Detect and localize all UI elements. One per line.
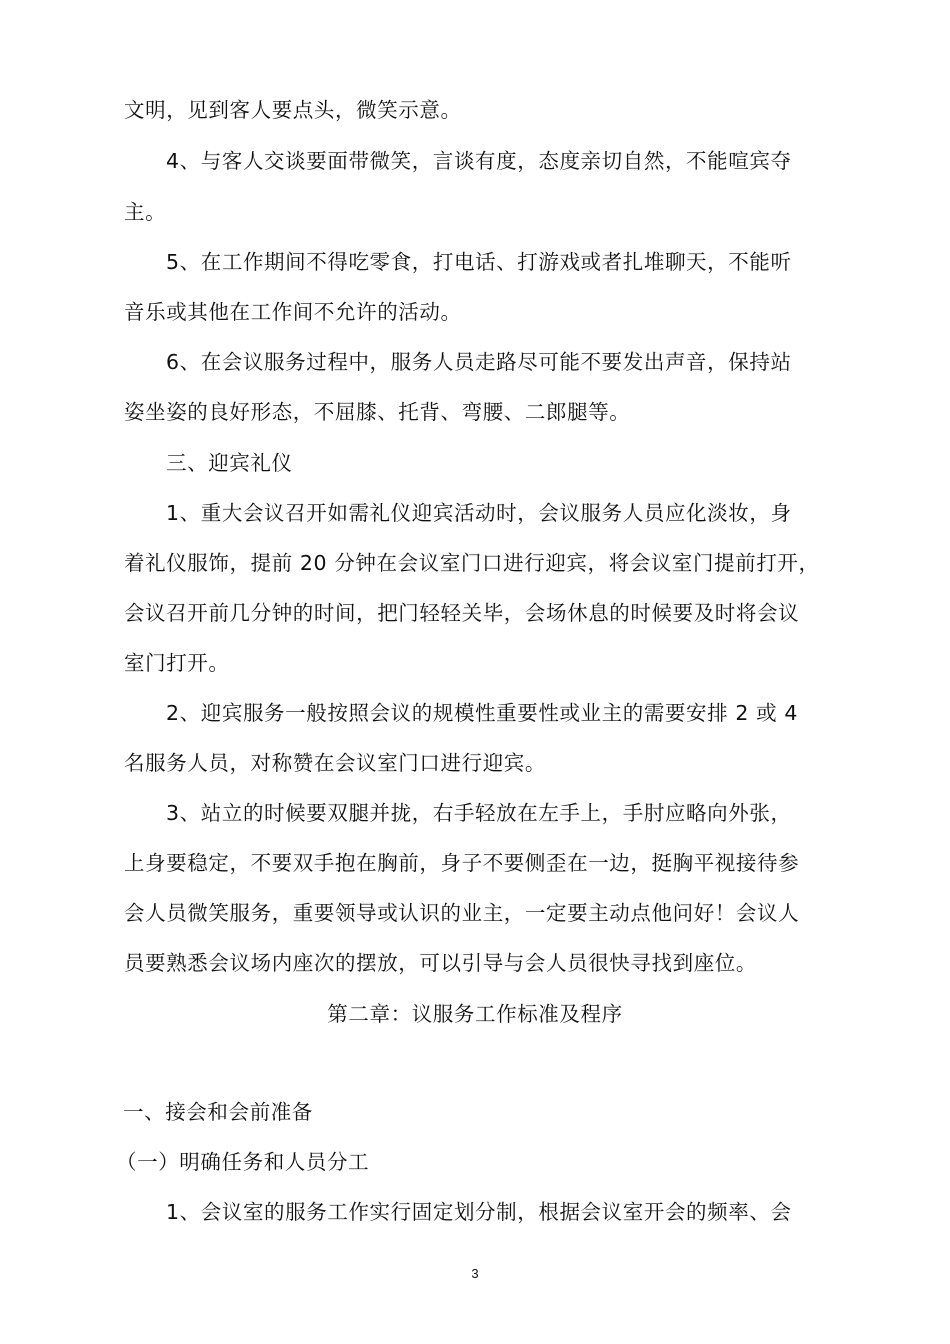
- paragraph-line: 名服务人员，对称赞在会议室门口进行迎宾。: [124, 751, 546, 775]
- paragraph-line: 文明，见到客人要点头，微笑示意。: [124, 98, 462, 122]
- subsection-heading: （一）明确任务和人员分工: [116, 1150, 370, 1174]
- paragraph-line: 1、会议室的服务工作实行固定划分制，根据会议室开会的频率、会: [166, 1200, 792, 1224]
- paragraph-line: 着礼仪服饰，提前 20 分钟在会议室门口进行迎宾，将会议室门提前打开，: [124, 551, 820, 575]
- paragraph-line: 1、重大会议召开如需礼仪迎宾活动时，会议服务人员应化淡妆，身: [166, 501, 792, 525]
- paragraph-line: 会议召开前几分钟的时间，把门轻轻关毕，会场休息的时候要及时将会议: [124, 601, 800, 625]
- paragraph-line: 室门打开。: [124, 651, 230, 675]
- paragraph-line: 音乐或其他在工作间不允许的活动。: [124, 300, 462, 324]
- paragraph-line: 2、迎宾服务一般按照会议的规模性重要性或业主的需要安排 2 或 4: [166, 701, 798, 725]
- paragraph-line: 姿坐姿的良好形态，不屈膝、托背、弯腰、二郎腿等。: [124, 400, 631, 424]
- paragraph-line: 会人员微笑服务，重要领导或认识的业主，一定要主动点他问好！会议人: [124, 901, 800, 925]
- paragraph-line: 4、与客人交谈要面带微笑，言谈有度，态度亲切自然，不能喧宾夺: [166, 149, 792, 173]
- paragraph-line: 5、在工作期间不得吃零食，打电话、打游戏或者扎堆聊天，不能听: [166, 250, 792, 274]
- chapter-title: 第二章：议服务工作标准及程序: [327, 1002, 623, 1026]
- paragraph-line: 员要熟悉会议场内座次的摆放，可以引导与会人员很快寻找到座位。: [124, 951, 757, 975]
- paragraph-line: 6、在会议服务过程中，服务人员走路尽可能不要发出声音，保持站: [166, 350, 792, 374]
- paragraph-line: 3、站立的时候要双腿并拢，右手轻放在左手上，手肘应略向外张，: [166, 801, 792, 825]
- section-heading: 三、迎宾礼仪: [166, 451, 293, 475]
- paragraph-line: 主。: [124, 200, 167, 224]
- paragraph-line: 上身要稳定，不要双手抱在胸前，身子不要侧歪在一边，挺胸平视接待参: [124, 851, 800, 875]
- section-heading: 一、接会和会前准备: [123, 1100, 313, 1124]
- page-number: 3: [471, 1266, 479, 1281]
